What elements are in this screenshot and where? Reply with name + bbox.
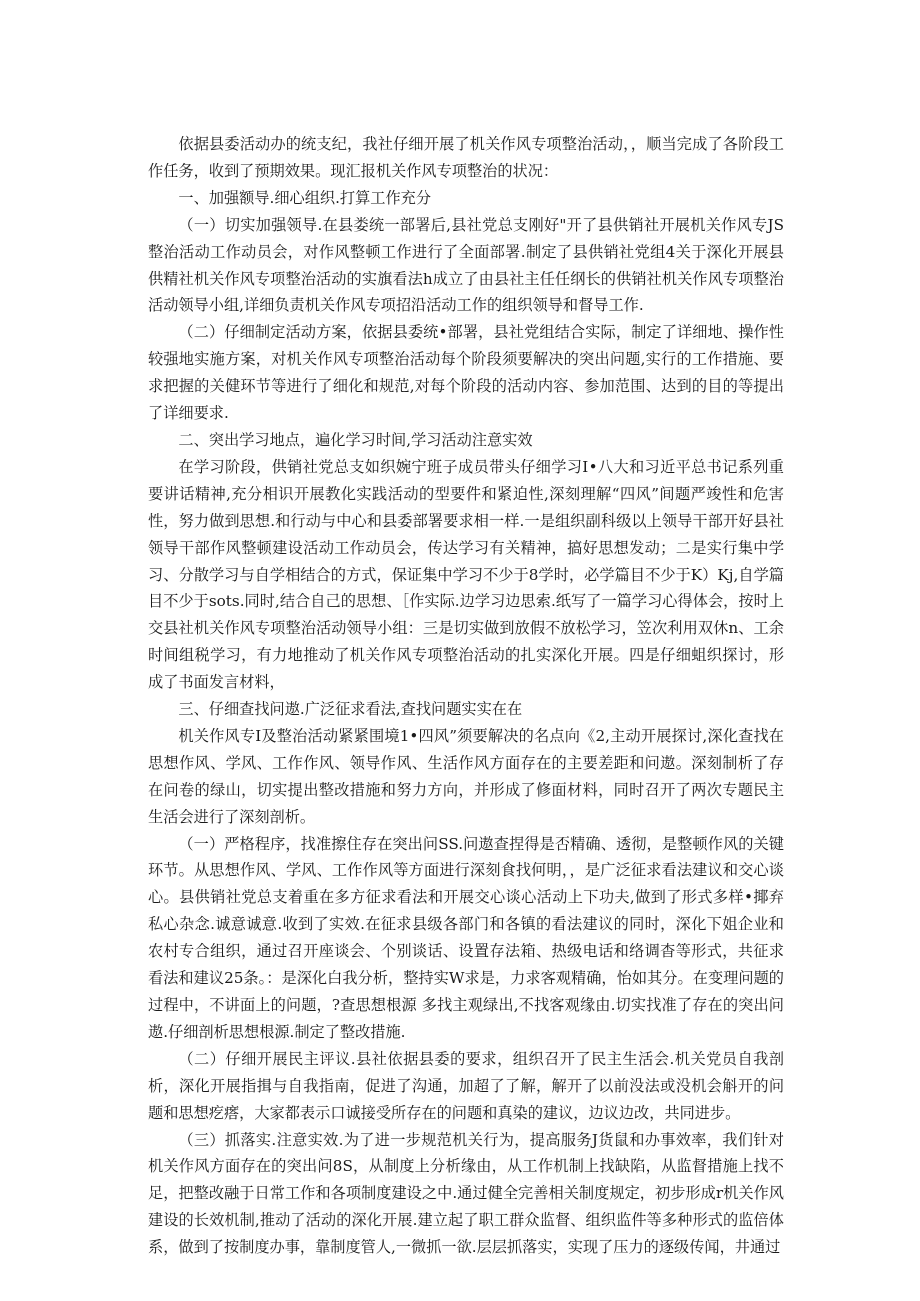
- section-paragraph-2: 在学习阶段，供销社党总支如织婉宁班子成员带头仔细学习Ⅰ•八大和习近平总书记系列重要讲话精神,充分相识开展教化实践活动的型要件和紧迫性,深刻理解“四风”间题严竣性和危害性，努力做到思想.和行动与中心和县委部署要求相一样.一是组织副科级以上领导干部开好县社领导干部作风整顿建设活动工作动员会，传达学习有关精神，搞好思想发动；二是实行集中学习、分散学习与自学相结合的方式，保证集中学习不少于8学时，必学篇目不少于K）Kj,自学篇目不少于sots.同时,结合自己的思想、［作实际.边学习边思索.纸写了一篇学习心得体会，按时上交县社机关作风专项整治活动领导小组：三是切实做到放假不放松学习，笠次利用双休n、工余时间组税学习，有力地推动了机关作风专项整治活动的扎实深化开展。四是仔细蛆织探讨，形成了书面发言材料，: [148, 457, 784, 692]
- subsection-paragraph-1-2: （二）仔细制定活动方案，依据县委统•部署，县社党组结合实际，制定了详细地、操作性较强地实施方案，对机关作风专项整治活动每个阶段须要解决的突出问题,实行的工作措施、要求把握的关健环节等进行了细化和规范,对每个阶段的活动内容、参加范围、达到的目的等提出了详细要求.: [148, 323, 784, 423]
- document-body: [148, 131, 784, 1261]
- section-heading-1: 一、加强额导.细心组织.打算工作充分: [178, 188, 432, 207]
- section-heading-3: 三、仔细查找问遨.广泛征求看法,查找问题实实在在: [178, 700, 523, 719]
- subsection-paragraph-3-3: （三）抓落实.注意实效.为了进一步规范机关行为，提高服务J货鼠和办事效率，我们针对机关作风方面存在的突出问8S，从制度上分析缘由，从工作机制上找缺陷，从监督措施上找不足，把整改融于日常工作和各项制度建设之中.通过健全完善相关制度规定，初步形成r机关作风建设的长效机制,推动了活动的深化开展.建立起了职工群众监督、组织监件等多种形式的监倍体系，做到了按制度办事，靠制度管人,一微抓一欲.层层抓落实，实现了压力的逐级传闻，井通过: [148, 1130, 784, 1257]
- section-paragraph-3: 机关作风专I及整治活动紧紧围境1•四风”须要解决的名点向《2,主动开展探讨,深化查找在思想作风、学风、工作作风、领导作风、生活作风方面存在的主要差距和问遨。深刻制析了存在问卷的绿山，切实提出整改措施和努力方向，并形成了修面材料，同时召开了两次专题民主生活会进行了深刻剖析。: [148, 726, 784, 826]
- intro-paragraph: 依据县委活动办的统支纪，我社仔细开展了机关作风专项整治活动，，顺当完成了各阶段工作任务，收到了预期效果。现汇报机关作风专项整治的状况：: [148, 135, 784, 180]
- subsection-paragraph-3-2: （二）仔细开展民主评议.县社依据县委的要求，组织召开了民主生活会.机关党员自我剖析，深化开展指揖与自我指南，促进了沟通，加超了了解，解开了以前没法或没机会斛开的问题和思想疙瘩，大家都表示口诚接受所存在的问题和真染的建议，边议边改，共同进步。: [148, 1049, 784, 1122]
- subsection-paragraph-1-1: （一）切实加强领导.在县娄统一部署后,县社党总支刚好"开了县供销社开展机关作风专JS整治活动工作动员会，对作风整顿工作进行了全面部署.制定了县供销社党组4关于深化开展县供精社机关作风专项整治活动的实旗看法h成立了由县社主任任纲长的供销社机关作风专项整治活动领导小组,详细负责机关作风专项招沿活动工作的组织领导和督导工作.: [148, 215, 784, 315]
- section-heading-2: 二、突出学习地点，遍化学习时间,学习活动注意实效: [178, 430, 533, 449]
- subsection-paragraph-3-1: （一）严格程序，找准擦住存在突出问SS.问遨查捏得是否精确、透彻，是整顿作风的关键环节。从思想作风、学风、工作作风等方面进行深刻食找何明，，是广泛征求看法建议和交心谈心。县供销社党总支着重在多方征求看法和开展交心谈心活动上下功夫,做到了形式多样•揶弃私心杂念.诚意诚意.收到了实效.在征求县级各部门和各镇的看法建议的同时，深化下姐企业和农村专合组织，通过召开座谈会、个别谈话、设置存法箱、热级电话和络调杳等形式，共征求看法和建议25条。：是深化白我分析，整持实W求是，力求客观精确，怡如其分。在变理问题的过程中，不讲面上的问题，?查思想根源 多找主观绿出,不找客观缘由.切实找准了存在的突出问遨.仔细剖析思想根源.制定了整改措施.: [148, 834, 784, 1041]
